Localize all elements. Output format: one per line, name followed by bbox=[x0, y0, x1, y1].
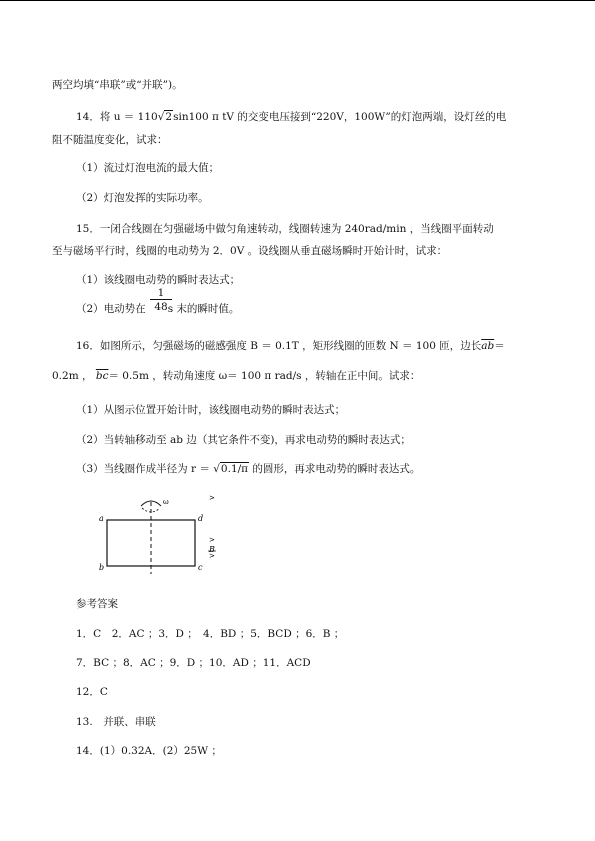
answers-title: 参考答案 bbox=[76, 598, 118, 610]
answers-line-3: 12．C bbox=[76, 686, 108, 698]
sqrt-radius: √0.1/π bbox=[213, 463, 249, 475]
label-B: B bbox=[209, 545, 215, 554]
field-line-1: > bbox=[209, 494, 215, 502]
label-c: c bbox=[198, 563, 203, 572]
question-16-sub-2: （2）当转轴移动至 ab 边（其它条件不变)，再求电动势的瞬时表达式； bbox=[76, 434, 411, 446]
answers-line-5: 14．(1）0.32A．(2）25W ； bbox=[76, 745, 222, 757]
label-omega: ω bbox=[163, 498, 169, 506]
sqrt-2: √2 bbox=[157, 111, 173, 123]
top-rule bbox=[0, 0, 595, 1]
question-15-sub-1: （1）该线圈电动势的瞬时表达式； bbox=[76, 274, 241, 286]
question-16-line-2: 0.2m ， $\overline{bc}= 0.5m$ ，转动角速度 ω＝ 100 π rad/s ，转轴在正中间。试求： bbox=[52, 370, 421, 382]
label-a: a bbox=[99, 514, 104, 523]
question-15-line-2: 至与磁场平行时，线圈的电动势为 2．0V 。设线圈从垂直磁场瞬时开始计时，试求： bbox=[52, 245, 448, 257]
question-15-sub-2: （2）电动势在 s 末的瞬时值。 bbox=[76, 303, 240, 315]
question-16-sub-1: （1）从图示位置开始计时，该线圈电动势的瞬时表达式； bbox=[76, 404, 346, 416]
question-16-sub-3: （3）当线圈作成半径为 r ＝ √0.1/π 的圆形，再求电动势的瞬时表达式。 bbox=[76, 463, 421, 475]
question-15-line-1: 15．一闭合线圈在匀强磁场中做匀角速转动，线圈转速为 240rad/min ，当线圈平面转动 bbox=[76, 223, 494, 235]
question-14-sub-2: （2）灯泡发挥的实际功率。 bbox=[76, 192, 209, 204]
answers-line-1: 1．C 2．AC ；3．D ； 4．BD ；5．BCD ；6．B ； bbox=[76, 628, 345, 640]
question-14-line-2: 阻不随温度变化，试求： bbox=[52, 134, 168, 146]
field-line-3: > bbox=[209, 552, 215, 560]
label-b: b bbox=[99, 563, 105, 572]
continuation-text: 两空均填“串联”或“并联”)。 bbox=[52, 79, 183, 91]
question-16-line-1: 16．如图所示，匀强磁场的磁感强度 B ＝ 0.1T ，矩形线圈的匝数 N ＝ 100 匝，边长$\overline{ab}=$ bbox=[76, 340, 505, 352]
question-14-line-1: 14．将 u ＝ 110√2sin100 π tV 的交变电压接到“220V，100W”的灯泡两端，设灯丝的电 bbox=[76, 111, 507, 123]
segment-ab: $\overline{ab}$ bbox=[481, 340, 495, 352]
segment-bc: $\overline{bc}$ bbox=[95, 370, 109, 382]
question-14-sub-1: （1）流过灯泡电流的最大值； bbox=[76, 162, 220, 174]
fraction-1-48: $\frac{1}{48}$ bbox=[150, 287, 172, 314]
coil-figure bbox=[85, 490, 235, 580]
label-d: d bbox=[198, 514, 204, 523]
answers-line-4: 13. 并联、串联 bbox=[76, 716, 156, 728]
answers-line-2: 7．BC ；8．AC ；9．D ；10．AD ；11．ACD bbox=[76, 657, 311, 669]
field-line-2: > bbox=[209, 536, 215, 544]
